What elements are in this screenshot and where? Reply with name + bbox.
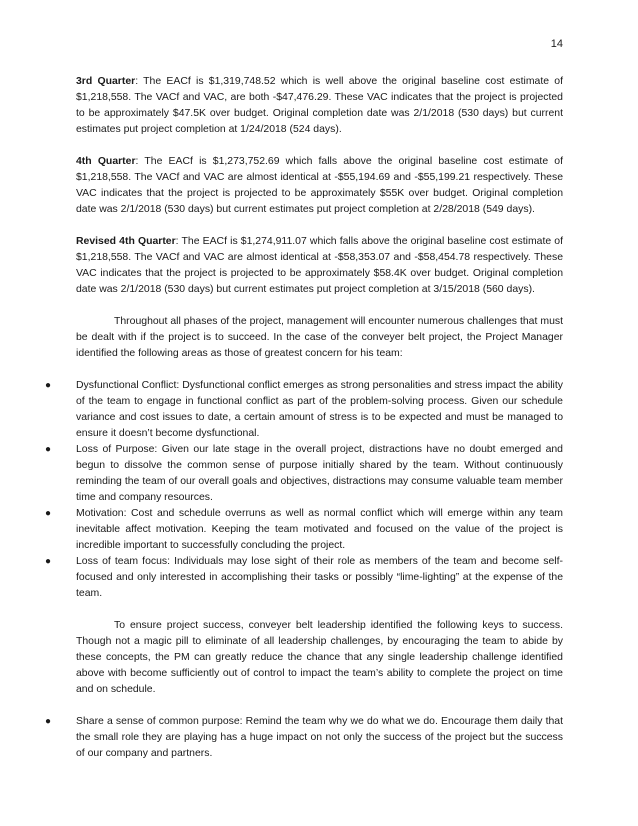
page-content xyxy=(44,74,564,778)
quarter-heading: Revised 4th Quarter xyxy=(76,236,176,247)
quarter-heading: 4th Quarter xyxy=(76,156,136,167)
list-item-text: Loss of team focus: Individuals may lose sight of their role as members of the team and become self-focused and only interested in accomplishing their tasks or possibly “lime-lighting” at the expense of the team. xyxy=(76,556,563,599)
quarter-text: : The EACf is $1,319,748.52 which is well above the original baseline cost estimate of $1,218,558. The VACf and VAC, are both -$47,476.29. These VAC indicates that the project is projected to be approximately $47.5K over budget. Original completion date was 2/1/2018 (530 days) but current estimates put project completion at 1/24/2018 (524 days). xyxy=(76,76,563,135)
list-item-loss-of-purpose xyxy=(44,442,563,506)
bullet-icon: ● xyxy=(44,508,52,519)
bullet-icon: ● xyxy=(44,380,52,391)
list-item-text: Dysfunctional Conflict: Dysfunctional conflict emerges as strong personalities and stress impact the ability of the team to engage in functional conflict as part of the problem-solving process. Given our schedule variance and cost issues to date, a certain amount of stress is to be expected and must be managed to ensure it doesn’t become dysfunctional. xyxy=(76,380,563,439)
list-item-text: Loss of Purpose: Given our late stage in the overall project, distractions have no doubt emerged and begun to dissolve the common sense of purpose initially shared by the team. Without continuously reminding the team of our overall goals and objectives, distractions may consume valuable team member time and company resources. xyxy=(76,444,563,503)
list-item-loss-of-team-focus xyxy=(44,554,563,602)
bullet-icon: ● xyxy=(44,444,52,455)
bullet-icon: ● xyxy=(44,556,52,567)
page-number: 14 xyxy=(550,38,563,50)
success-paragraph: To ensure project success, conveyer belt leadership identified the following keys to success. Though not a magic pill to eliminate of all leadership challenges, by encouraging the team to abide by these concepts, the PM can greatly reduce the chance that any single leadership challenge identified above with become sufficiently out of control to impact the team’s ability to complete the project on time and on schedule. xyxy=(76,620,563,695)
list-item-common-purpose xyxy=(44,714,563,762)
list-item-text: Motivation: Cost and schedule overruns as well as normal conflict which will emerge within any team inevitable affect motivation. Keeping the team motivated and focused on the value of the project is incredible important to successfully concluding the project. xyxy=(76,508,563,551)
bullet-icon: ● xyxy=(44,716,52,727)
list-item-text: Share a sense of common purpose: Remind the team why we do what we do. Encourage them daily that the small role they are playing has a huge impact on not only the success of the project but the success of our company and partners. xyxy=(76,716,563,759)
quarter-paragraph-4th xyxy=(76,154,563,218)
concerns-list xyxy=(44,378,563,602)
quarter-heading: 3rd Quarter xyxy=(76,76,136,87)
intro-paragraph: Throughout all phases of the project, management will encounter numerous challenges that must be dealt with if the project is to succeed. In the case of the conveyer belt project, the Project Manager identified the following areas as those of greatest concern for his team: xyxy=(76,316,563,359)
quarter-text: : The EACf is $1,273,752.69 which falls above the original baseline cost estimate of $1,218,558. The VACf and VAC are almost identical at -$55,194.69 and -$55,199.21 respectively. These VAC indicates that the project is projected to be approximately $55K over budget. Original completion date was 2/1/2018 (530 days) but current estimates put project completion at 2/28/2018 (549 days). xyxy=(76,156,564,215)
quarter-paragraph-revised-4th xyxy=(76,234,563,298)
keys-list xyxy=(44,714,563,762)
quarter-paragraph-3rd xyxy=(76,74,563,138)
list-item-dysfunctional-conflict xyxy=(44,378,563,442)
list-item-motivation xyxy=(44,506,563,554)
quarter-text: : The EACf is $1,274,911.07 which falls above the original baseline cost estimate of $1,218,558. The VACf and VAC are almost identical at -$58,353.07 and -$58,454.78 respectively. These VAC indicates that the project is projected to be approximately $58.4K over budget. Original completion date was 2/1/2018 (530 days) but current estimates put project completion at 3/15/2018 (560 days). xyxy=(76,236,563,295)
